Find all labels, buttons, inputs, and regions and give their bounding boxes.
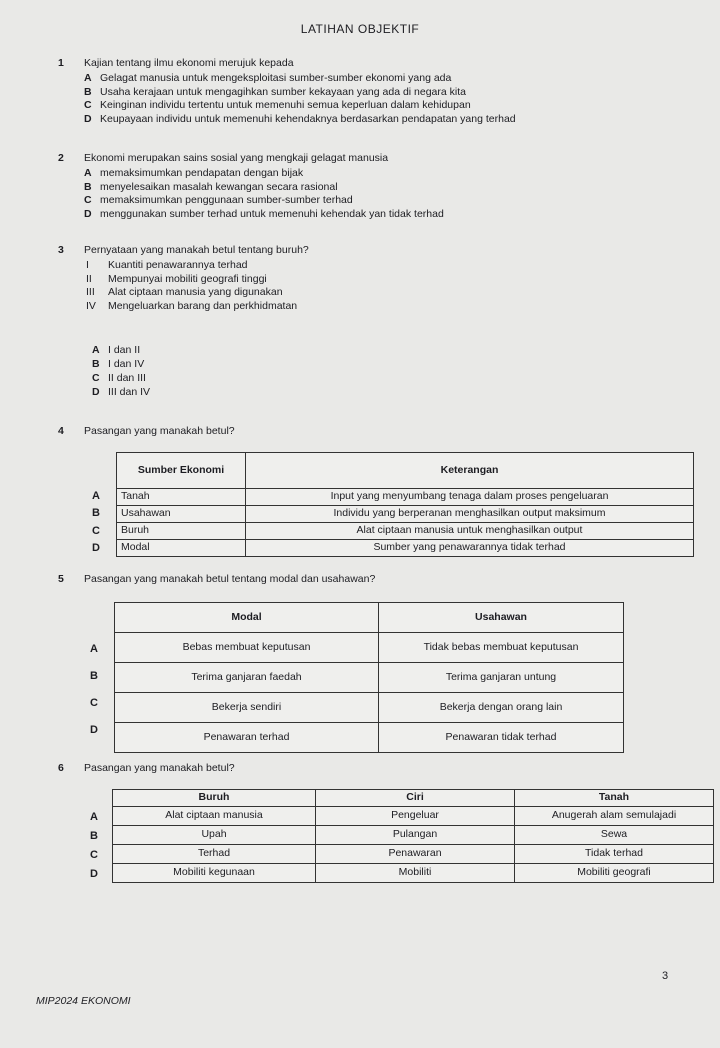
table-row: Buruh Alat ciptaan manusia untuk menghasilkan output (117, 523, 694, 540)
statement-iv: IV Mengeluarkan barang dan perkhidmatan (86, 299, 298, 312)
question-text: Pasangan yang manakah betul tentang modal dan usahawan? (84, 573, 376, 585)
header-tanah: Tanah (515, 790, 714, 807)
option-c[interactable]: C memaksimumkan penggunaan sumber-sumber terhad (84, 194, 353, 206)
option-a[interactable]: A memaksimumkan pendapatan dengan bijak (84, 167, 304, 179)
question-2-options (84, 167, 444, 221)
question-number: 2 (58, 152, 64, 164)
table-row: Usahawan Individu yang berperanan menghasilkan output maksimum (117, 506, 694, 523)
option-c[interactable]: C II dan III (92, 372, 146, 384)
question-text: Pasangan yang manakah betul? (84, 762, 235, 774)
question-3-statements (86, 259, 297, 313)
option-c[interactable]: C Keinginan individu tertentu untuk memenuhi semua keperluan dalam kehidupan (84, 99, 471, 111)
row-letter-b[interactable]: B (90, 670, 98, 682)
question-1-options (84, 72, 516, 126)
table-row: Penawaran terhad Penawaran tidak terhad (115, 723, 624, 753)
option-b[interactable]: B I dan IV (92, 358, 145, 370)
table-row: Mobiliti kegunaan Mobiliti Mobiliti geografi (113, 864, 714, 883)
option-d[interactable]: D Keupayaan individu untuk memenuhi kehendaknya berdasarkan pendapatan yang terhad (84, 112, 516, 125)
row-letter-b[interactable]: B (90, 830, 98, 842)
header-modal: Modal (115, 603, 379, 633)
question-3-options (92, 343, 150, 399)
table-row: Terima ganjaran faedah Terima ganjaran untung (115, 663, 624, 693)
question-number: 1 (58, 57, 64, 69)
header-usahawan: Usahawan (379, 603, 624, 633)
row-letter-a[interactable]: A (90, 811, 98, 823)
question-text: Pasangan yang manakah betul? (84, 425, 235, 437)
header-ciri: Ciri (316, 790, 515, 807)
table-row: Bekerja sendiri Bekerja dengan orang lain (115, 693, 624, 723)
row-letter-d[interactable]: D (90, 724, 98, 736)
statement-iii: III Alat ciptaan manusia yang digunakan (86, 286, 283, 298)
table-row: Modal Sumber yang penawarannya tidak terhad (117, 540, 694, 557)
statement-ii: II Mempunyai mobiliti geografi tinggi (86, 272, 267, 285)
question-2 (58, 152, 388, 164)
table-row: Upah Pulangan Sewa (113, 826, 714, 845)
question-number: 5 (58, 573, 64, 585)
table-row: Tanah Input yang menyumbang tenaga dalam proses pengeluaran (117, 489, 694, 506)
row-letter-c[interactable]: C (90, 849, 98, 861)
page-title: LATIHAN OBJEKTIF (300, 22, 420, 36)
question-4 (58, 425, 235, 437)
question-number: 3 (58, 244, 64, 256)
option-d[interactable]: D menggunakan sumber terhad untuk memenuhi kehendak yan tidak terhad (84, 207, 444, 220)
question-text: Kajian tentang ilmu ekonomi merujuk kepada (84, 57, 294, 69)
option-d[interactable]: D III dan IV (92, 386, 151, 398)
row-letter-c[interactable]: C (90, 697, 98, 709)
option-b[interactable]: B menyelesaikan masalah kewangan secara rasional (84, 180, 338, 193)
statement-i: I Kuantiti penawarannya terhad (86, 259, 248, 271)
question-6 (58, 762, 235, 774)
question-number: 6 (58, 762, 64, 774)
row-letter-d[interactable]: D (92, 542, 100, 554)
footer-label: MIP2024 EKONOMI (36, 995, 131, 1007)
q6-table (112, 789, 714, 883)
table-row: Alat ciptaan manusia Pengeluar Anugerah alam semulajadi (113, 807, 714, 826)
row-letter-c[interactable]: C (92, 525, 100, 537)
table-row: Bebas membuat keputusan Tidak bebas membuat keputusan (115, 633, 624, 663)
table-row: Terhad Penawaran Tidak terhad (113, 845, 714, 864)
header-keterangan: Keterangan (246, 453, 694, 489)
option-a[interactable]: A Gelagat manusia untuk mengeksploitasi sumber-sumber ekonomi yang ada (84, 72, 452, 84)
option-b[interactable]: B Usaha kerajaan untuk mengagihkan sumber kekayaan yang ada di negara kita (84, 85, 466, 98)
question-1 (58, 57, 294, 69)
row-letter-d[interactable]: D (90, 868, 98, 880)
question-5 (58, 573, 375, 585)
q4-table (116, 452, 694, 557)
q5-table (114, 602, 624, 753)
row-letter-a[interactable]: A (90, 643, 98, 655)
page-number: 3 (662, 970, 669, 982)
question-number: 4 (58, 425, 64, 437)
row-letter-a[interactable]: A (92, 490, 100, 502)
header-buruh: Buruh (113, 790, 316, 807)
option-a[interactable]: A I dan II (92, 344, 141, 356)
header-sumber-ekonomi: Sumber Ekonomi (117, 453, 246, 489)
question-text: Ekonomi merupakan sains sosial yang mengkaji gelagat manusia (84, 152, 389, 164)
question-text: Pernyataan yang manakah betul tentang buruh? (84, 244, 309, 256)
row-letter-b[interactable]: B (92, 507, 100, 519)
question-3 (58, 244, 309, 256)
